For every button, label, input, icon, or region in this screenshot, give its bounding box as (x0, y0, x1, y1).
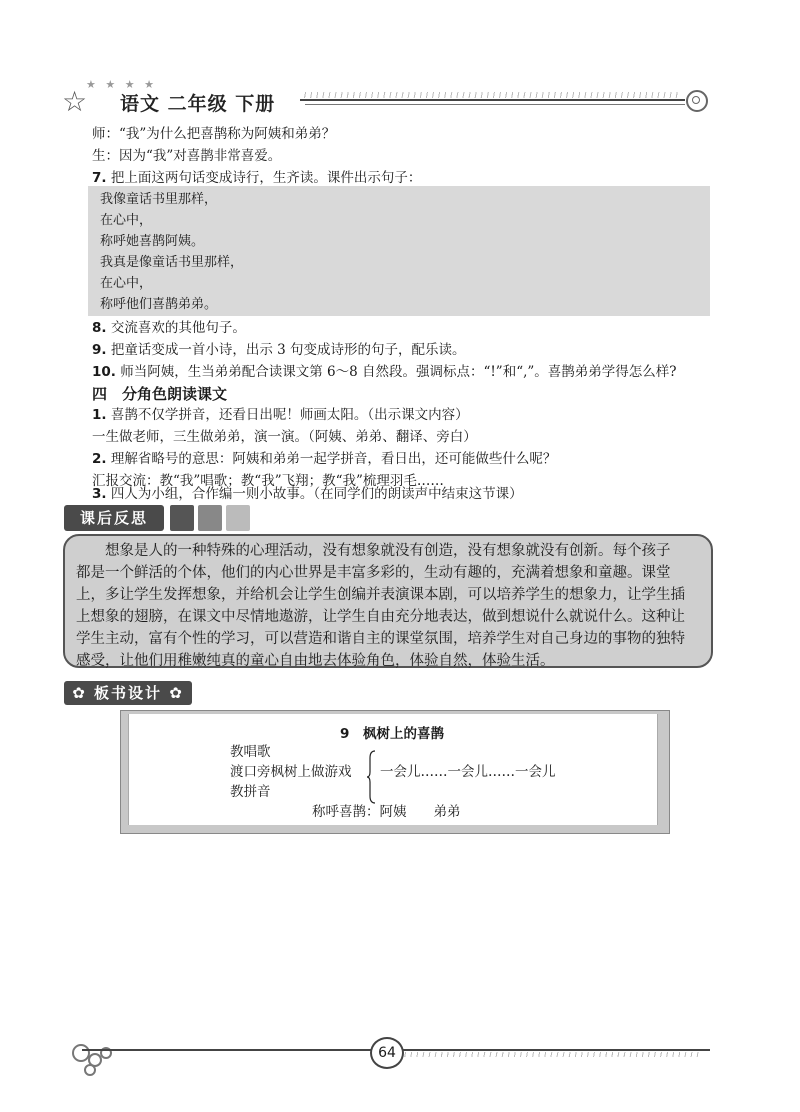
activity-1 (92, 405, 469, 425)
page-number: 64 (370, 1037, 404, 1069)
decorative-circle (84, 1064, 96, 1076)
activity-number: 2. (92, 451, 107, 467)
step-number: 10. (92, 364, 116, 380)
activity-1-detail: 一生做老师，三生做弟弟，演一演。（阿姨、弟弟、翻译、旁白） (92, 429, 477, 445)
step-8 (92, 318, 246, 338)
dialogue-teacher: 师：“我”为什么把喜鹊称为阿姨和弟弟？ (92, 126, 336, 142)
step-number: 9. (92, 342, 107, 358)
footer-hatch (400, 1052, 700, 1057)
reflection-line: 想象是人的一种特殊的心理活动，没有想象就没有创造，没有想象就没有创新。每个孩子 (76, 543, 671, 559)
step-text: 交流喜欢的其他句子。 (110, 320, 246, 336)
board-repeat-phrase: 一会儿……一会儿……一会儿 (380, 764, 556, 780)
step-text: 把童话变成一首小诗，出示 3 句变成诗形的句子，配乐读。 (110, 342, 466, 358)
poem-line: 在心中， (100, 276, 153, 291)
reflection-line: 学生主动，富有个性的学习，可以营造和谐自主的课堂氛围，培养学生对自己身边的事物的独特 (76, 631, 685, 647)
reflection-tab: 课后反思 (64, 505, 164, 531)
activity-text: 理解省略号的意思：阿姨和弟弟一起学拼音，看日出，还可能做些什么呢？ (110, 451, 557, 467)
tab-block-dark (170, 505, 194, 531)
step-text: 师当阿姨，生当弟弟配合读课文第 6～8 自然段。强调标点：“!”和“,”。喜鹊弟弟学得怎么样? (120, 364, 677, 380)
activity-2-detail: 汇报交流：教“我”唱歌；教“我”飞翔；教“我”梳理羽毛…… (92, 473, 444, 489)
reflection-line: 都是一个鲜活的个体，他们的内心世界是丰富多彩的，生动有趣的，充满着想象和童趣。课堂 (76, 565, 671, 581)
dialogue-student: 生：因为“我”对喜鹊非常喜爱。 (92, 148, 282, 164)
step-number: 8. (92, 320, 107, 336)
poem-line: 我像童话书里那样， (100, 192, 218, 207)
tab-block-mid (198, 505, 222, 531)
board-title: 9 枫树上的喜鹊 (340, 726, 444, 742)
step-text: 把上面这两句话变成诗行，生齐读。课件出示句子： (110, 170, 422, 186)
board-design-tab: ✿ 板书设计 ✿ (64, 681, 192, 705)
poem-line: 在心中， (100, 213, 153, 228)
activity-number: 3. (92, 486, 107, 502)
step-number: 7. (92, 170, 107, 186)
step-10 (92, 362, 677, 382)
activity-text: 四人为小组，合作编一则小故事。（在同学们的朗读声中结束这节课） (110, 486, 523, 502)
header-rule-thin (305, 104, 685, 105)
board-item: 教拼音 (230, 784, 271, 800)
board-item: 渡口旁枫树上做游戏 (230, 764, 352, 780)
step-7 (92, 168, 421, 188)
tab-block-light (226, 505, 250, 531)
poem-line: 称呼他们喜鹊弟弟。 (100, 297, 218, 312)
poem-line: 我真是像童话书里那样， (100, 255, 244, 270)
activity-3 (92, 484, 523, 504)
brace-icon (366, 750, 376, 804)
header-hatch (300, 92, 680, 98)
header-decoration-stars: ★ ★ ★ ★ (86, 78, 157, 91)
header-rule (300, 99, 685, 101)
board-bottom-line: 称呼喜鹊：阿姨 弟弟 (312, 804, 461, 820)
spiral-icon (686, 90, 708, 112)
activity-number: 1. (92, 407, 107, 423)
poem-line: 称呼她喜鹊阿姨。 (100, 234, 205, 249)
activity-text: 喜鹊不仅学拼音，还看日出呢！师画太阳。（出示课文内容） (110, 407, 469, 423)
activity-2 (92, 449, 556, 469)
book-title: 语文 二年级 下册 (120, 93, 276, 115)
section-heading: 四 分角色朗读课文 (92, 385, 228, 403)
star-icon: ☆ (62, 85, 88, 118)
board-item: 教唱歌 (230, 744, 271, 760)
reflection-line: 感受，让他们用稚嫩纯真的童心自由地去体验角色，体验自然，体验生活。 (76, 653, 555, 669)
reflection-line: 上，多让学生发挥想象，并给机会让学生创编并表演课本剧，可以培养学生的想象力，让学生插 (76, 587, 685, 603)
step-9 (92, 340, 466, 360)
reflection-line: 上想象的翅膀，在课文中尽情地遨游，让学生自由充分地表达，做到想说什么就说什么。这种让 (76, 609, 685, 625)
